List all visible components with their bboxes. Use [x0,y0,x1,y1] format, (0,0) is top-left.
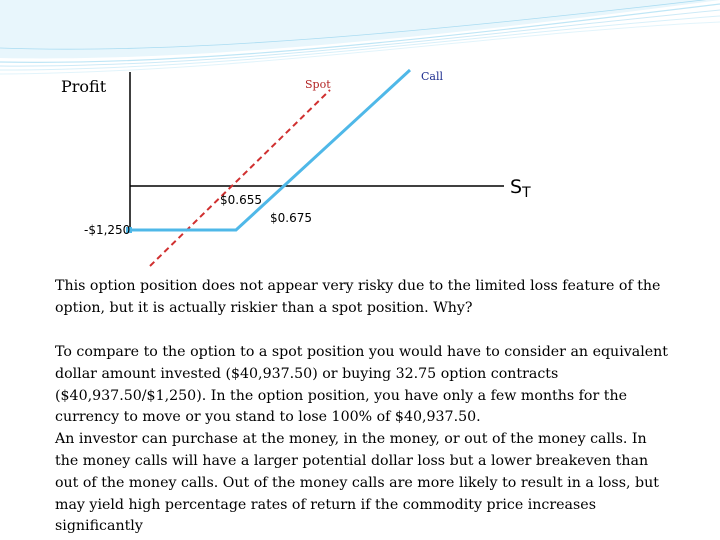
breakeven-price-label: $0.655 [220,193,262,207]
strike-price-label: $0.675 [270,211,312,225]
call-payoff-line [130,70,410,230]
call-line-label: Call [421,70,444,83]
paragraph-text: This option position does not appear very risky due to the limited loss feature of the option, but it is actually riskier than a spot position. Why? [55,278,661,316]
st-subscript: T [522,185,531,201]
spot-price-axis-label [510,176,531,201]
max-loss-label: -$1,250 [84,223,131,237]
spot-line-label: Spot [305,78,331,91]
spot-payoff-line [150,90,330,266]
explanation-paragraph-1 [55,276,670,320]
paragraph-text: To compare to the option to a spot position you would have to consider an equivalent dollar amount invested ($40,937.50) or buying 32.75 option contracts ($40,937.50/$1,250). In the option position, you have only a few months for the currency to move or you stand to lose 100% of $40,937.50. [55,344,668,426]
explanation-paragraph-2 [55,342,670,538]
st-label: S [510,176,523,198]
profit-axis-label: Profit [61,77,107,96]
paragraph-text: An investor can purchase at the money, in the money, or out of the money calls. In the money calls will have a larger potential dollar loss but a lower breakeven than out of the money calls. Out of the money calls are more likely to result in a loss, but may yield high percentage rates of return if the commodity price increases significantly [55,431,659,535]
